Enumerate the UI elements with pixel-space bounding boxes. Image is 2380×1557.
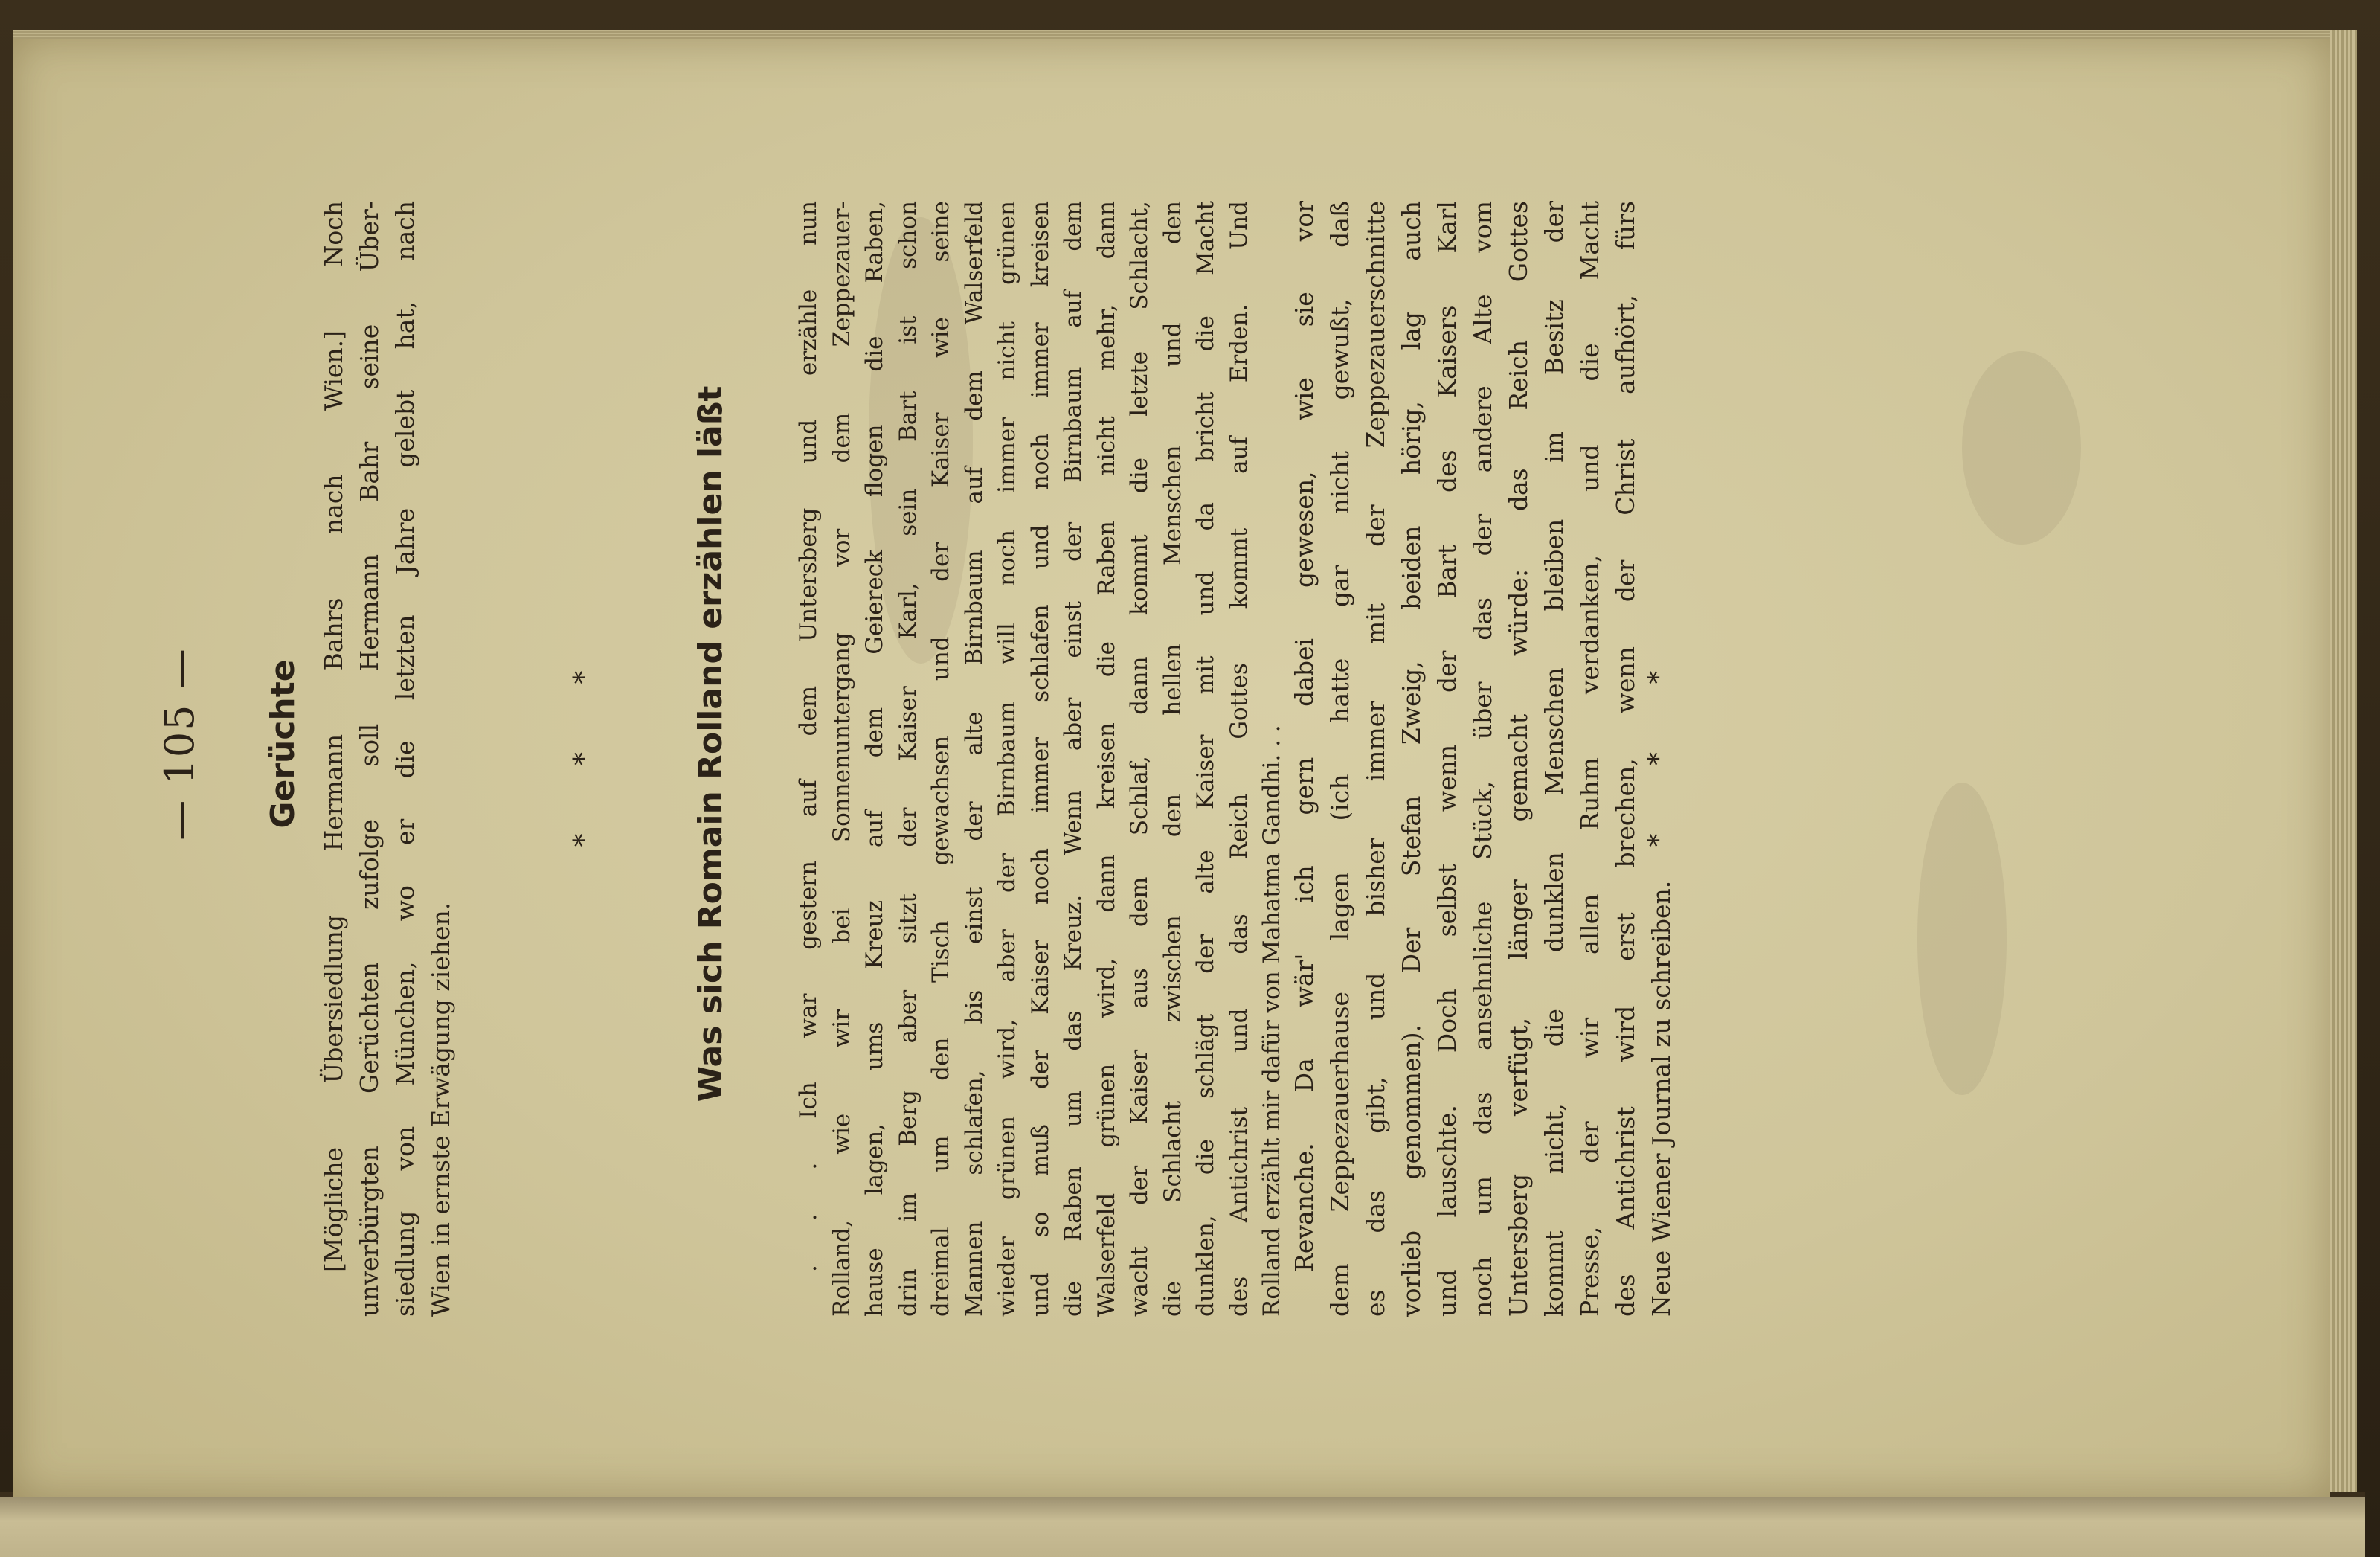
text-line: drin im Berg aber sitzt der Kaiser Karl, sein Bart ist schon <box>894 201 922 1317</box>
text-line: dunklen, die schlägt der alte Kaiser mit und da bricht die Macht <box>1192 201 1219 1317</box>
text-line: es das gibt, und bisher immer mit der Zeppezauerschnitte <box>1361 201 1390 1317</box>
text-line: siedlung von München, wo er die letzten Jahre gelebt hat, nach <box>390 201 419 1317</box>
text-line: Mannen schlafen, bis einst der alte Birnbaum auf dem Walserfeld <box>960 201 988 1317</box>
next-page-edge <box>0 1497 2365 1557</box>
paragraph-rolland-2 <box>1287 201 1679 1317</box>
text-line: dem Zeppezauerhause lagen (ich hatte gar nicht gewußt, daß <box>1325 201 1354 1317</box>
text-line: die Schlacht zwischen den hellen Menschen und den <box>1159 201 1186 1317</box>
text-line: hause lagen, ums Kreuz auf dem Geiereck flogen die Raben, <box>861 201 888 1317</box>
text-line: Neue Wiener Journal zu schreiben. <box>1647 880 1676 1317</box>
section-separator: * * * <box>569 641 599 847</box>
text-line: des Antichrist wird erst brechen, wenn der Christ aufhört, fürs <box>1611 201 1640 1317</box>
text-line: Presse, der wir allen Ruhm verdanken, und die Macht <box>1575 201 1604 1317</box>
section-separator: * * * <box>1644 641 1674 847</box>
paragraph-rolland-1 <box>792 201 1289 1317</box>
text-line: wieder grünen wird, aber der Birnbaum will noch immer nicht grünen <box>994 201 1020 1317</box>
text-line: des Antichrist und das Reich Gottes kommt auf Erden. Und <box>1225 201 1252 1317</box>
text-line: kommt nicht, die dunklen Menschen bleiben im Besitz der <box>1540 201 1569 1317</box>
text-line: . . . Ich war gestern auf dem Untersberg und erzähle nun <box>795 201 822 1272</box>
section-title-rolland: Was sich Romain Rolland erzählen läßt <box>692 385 730 1102</box>
text-line: Rolland, wie wir bei Sonnenuntergang vor dem Zeppezauer- <box>828 201 855 1317</box>
page-number: — 105 — <box>156 647 203 841</box>
text-line: Untersberg verfügt, länger gemacht würde: das Reich Gottes <box>1504 201 1533 1317</box>
paper-stain <box>1917 783 2007 1095</box>
text-line: die Raben um das Kreuz. Wenn aber einst der Birnbaum auf dem <box>1060 201 1087 1317</box>
text-line: [Mögliche Übersiedlung Hermann Bahrs nach Wien.] Noch <box>319 201 348 1272</box>
text-line: vorlieb genommen). Der Stefan Zweig, beiden hörig, lag auch <box>1397 201 1426 1317</box>
text-line: Walserfeld grünen wird, dann kreisen die Raben nicht mehr, dann <box>1093 201 1120 1317</box>
text-line: Wien in ernste Erwägung ziehen. <box>426 902 455 1317</box>
text-line: und lauschte. Doch selbst wenn der Bart des Kaisers Karl <box>1432 201 1461 1317</box>
text-line: dreimal um den Tisch gewachsen und der Kaiser wie seine <box>927 201 954 1317</box>
text-line: und so muß der Kaiser noch immer schlafen und noch immer kreisen <box>1026 201 1054 1317</box>
text-line: wacht der Kaiser aus dem Schlaf, dann kommt die letzte Schlacht, <box>1126 201 1153 1317</box>
paragraph-geruechte <box>316 201 459 1317</box>
section-title-geruechte: Gerüchte <box>264 659 302 829</box>
text-line: Rolland erzählt mir dafür von Mahatma Gandhi. . . <box>1258 725 1285 1317</box>
text-line: noch um das ansehnliche Stück, über das der andere Alte vom <box>1468 201 1497 1317</box>
page-edge-right <box>2330 30 2357 1518</box>
text-line: unverbürgten Gerüchten zufolge soll Hermann Bahr seine Über- <box>355 201 384 1317</box>
text-line: Revanche. Da wär' ich gern dabei gewesen, wie sie vor <box>1290 201 1319 1272</box>
paper-stain <box>1962 351 2081 545</box>
page-content <box>149 60 1830 1428</box>
